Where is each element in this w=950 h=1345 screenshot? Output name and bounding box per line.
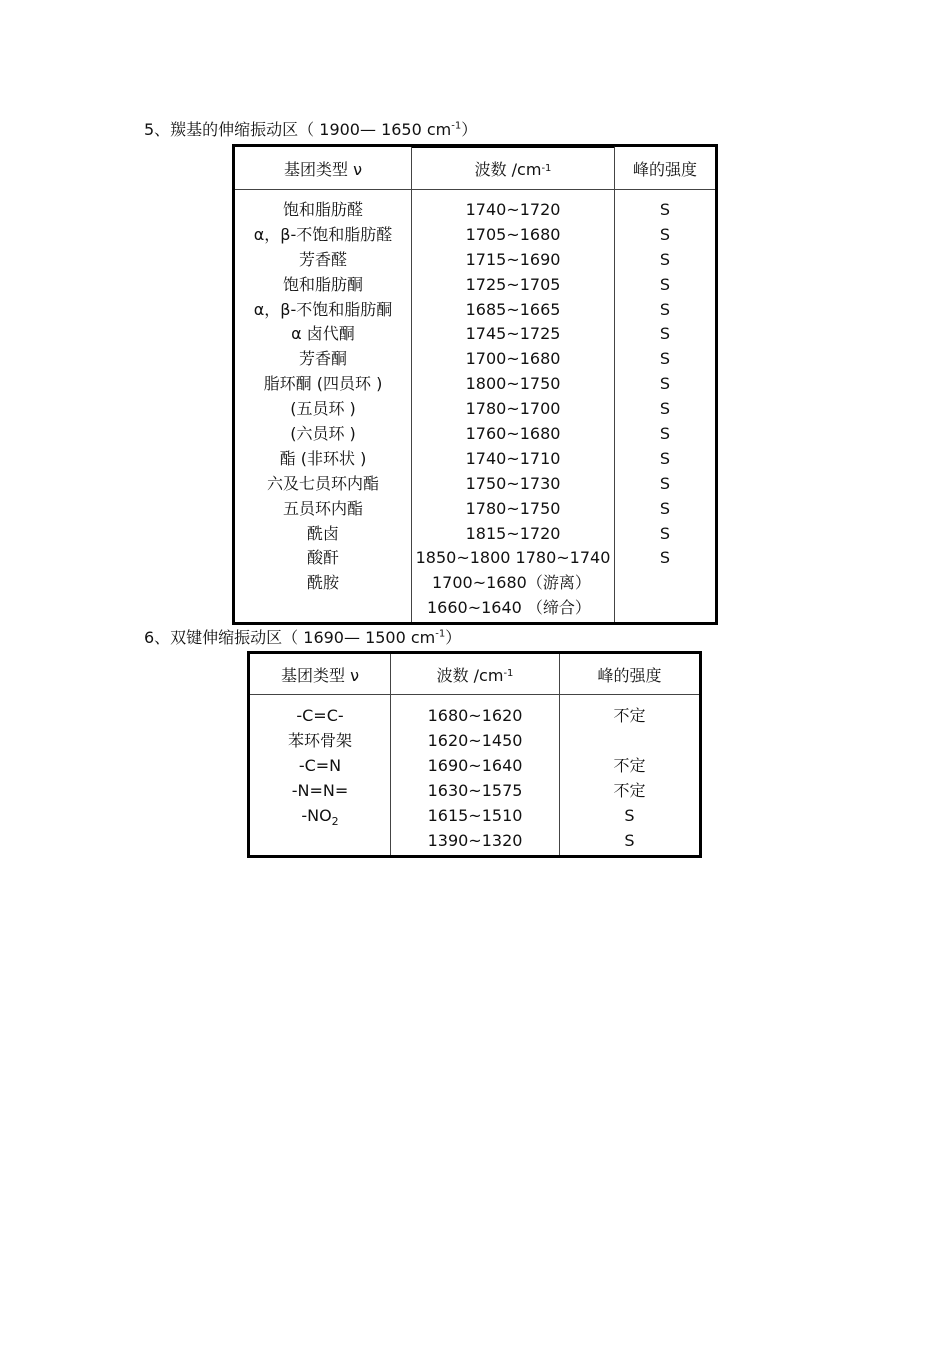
intensity-cell: S [659, 548, 671, 568]
wavenumber-cell: 1630~1575 [427, 781, 523, 801]
wavenumber-cell: 1780~1750 [465, 498, 561, 518]
intensity-cell: S [659, 299, 671, 319]
group-type-cell: α，β-不饱和脂肪酮 [253, 299, 393, 319]
intensity-cell: S [659, 349, 671, 369]
intensity-cell: S [659, 399, 671, 419]
wavenumber-column [391, 695, 560, 855]
group-type-cell: 饱和脂肪酮 [282, 274, 363, 294]
intensity-cell: S [624, 806, 635, 826]
header-wavenumber-label: 波数 /cm [474, 160, 542, 179]
header-intensity [560, 654, 699, 695]
wavenumber-cell: 1680~1620 [427, 706, 523, 725]
group-column [235, 190, 412, 622]
header-group-type-label: 基团类型 ν [280, 665, 360, 685]
group-type-cell: 酰胺 [306, 573, 339, 593]
intensity-cell: S [659, 523, 671, 543]
wavenumber-cell: 1740~1720 [465, 200, 561, 219]
group-type-cell: 酰卤 [306, 523, 339, 543]
group-type-cell: 脂环酮 (四员环 ) [263, 374, 383, 394]
group-type-cell: -C=N [298, 756, 342, 776]
intensity-cell: S [659, 224, 671, 244]
section-5-title-close: ） [461, 120, 478, 139]
intensity-cell: S [659, 324, 671, 344]
section-5-title [144, 120, 477, 140]
group-column [250, 695, 391, 855]
section-5-title-sup: -1 [451, 120, 462, 132]
intensity-cell: S [659, 473, 671, 493]
group-type-cell: α，β-不饱和脂肪醛 [253, 224, 393, 244]
wavenumber-cell: 1815~1720 [465, 523, 561, 543]
group-type-text: -NO [301, 806, 332, 826]
header-intensity-label: 峰的强度 [597, 665, 662, 685]
intensity-cell: S [659, 274, 671, 294]
wavenumber-cell: 1780~1700 [465, 399, 561, 419]
carbonyl-table [232, 144, 718, 625]
header-group-type-label: 基团类型 ν [283, 159, 363, 179]
wavenumber-cell: 1715~1690 [465, 249, 561, 269]
header-intensity-label: 峰的强度 [632, 159, 697, 179]
header-group-type [235, 147, 412, 190]
wavenumber-cell: 1705~1680 [465, 224, 561, 244]
wavenumber-cell: 1800~1750 [465, 374, 561, 394]
wavenumber-cell: 1390~1320 [427, 831, 523, 851]
group-type-cell: -N=N= [291, 781, 349, 801]
intensity-cell: S [624, 831, 635, 851]
group-type-cell: -C=C- [296, 706, 344, 725]
intensity-column [560, 695, 699, 855]
section-6-title-text: 6、双键伸缩振动区（ 1690— 1500 cm [144, 628, 436, 647]
intensity-cell: 不定 [613, 781, 646, 801]
intensity-cell: S [659, 200, 671, 219]
section-5-title-text: 5、羰基的伸缩振动区（ 1900— 1650 cm [144, 120, 452, 139]
group-type-cell: 酯 (非环状 ) [279, 448, 367, 468]
wavenumber-cell: 1750~1730 [465, 473, 561, 493]
wavenumber-cell: 1760~1680 [465, 424, 561, 444]
group-type-cell: 六及七员环内酯 [266, 473, 379, 493]
group-type-cell: 饱和脂肪醛 [282, 200, 363, 219]
header-wavenumber: 波数 /cm -1 [412, 146, 615, 190]
header-wavenumber: 波数 /cm -1 [391, 654, 560, 695]
wavenumber-cell: 1850~1800 1780~1740 [415, 548, 611, 568]
wavenumber-cell: 1690~1640 [427, 756, 523, 776]
group-type-cell: (六员环 ) [290, 424, 356, 444]
header-group-type [250, 654, 391, 695]
group-type-cell: 酸酐 [306, 548, 339, 568]
wavenumber-cell: 1740~1710 [465, 448, 561, 468]
intensity-cell: S [659, 374, 671, 394]
group-type-cell: (五员环 ) [290, 399, 356, 419]
intensity-column [615, 190, 715, 622]
group-type-cell: 芳香酮 [298, 349, 347, 369]
intensity-cell: S [659, 448, 671, 468]
wavenumber-cell: 1745~1725 [465, 324, 561, 344]
intensity-cell: 不定 [613, 756, 646, 776]
wavenumber-cell: 1615~1510 [427, 806, 523, 826]
section-6-title-close: ） [445, 628, 462, 647]
group-type-cell [301, 803, 338, 828]
wavenumber-cell: 1725~1705 [465, 274, 561, 294]
wavenumber-cell: 1700~1680（游离） [432, 573, 591, 593]
wavenumber-cell: 1700~1680 [465, 349, 561, 369]
intensity-cell: 不定 [613, 706, 646, 725]
group-type-cell: 芳香醛 [298, 249, 347, 269]
wavenumber-cell: 1660~1640 （缔合） [427, 598, 591, 618]
wavenumber-cell: 1620~1450 [427, 731, 523, 751]
intensity-cell: S [659, 249, 671, 269]
header-wavenumber-label: 波数 /cm [436, 665, 504, 685]
group-type-cell: 五员环内酯 [282, 498, 363, 518]
group-type-cell: 苯环骨架 [287, 731, 352, 751]
section-6-title-sup: -1 [435, 628, 446, 640]
intensity-cell: S [659, 424, 671, 444]
intensity-cell: S [659, 498, 671, 518]
header-intensity [615, 147, 715, 190]
wavenumber-column [412, 190, 615, 622]
section-6-title [144, 628, 461, 648]
wavenumber-cell: 1685~1665 [465, 299, 561, 319]
group-type-cell: α 卤代酮 [291, 324, 355, 344]
double-bond-table [247, 651, 702, 858]
group-type-subscript: 2 [331, 815, 339, 829]
